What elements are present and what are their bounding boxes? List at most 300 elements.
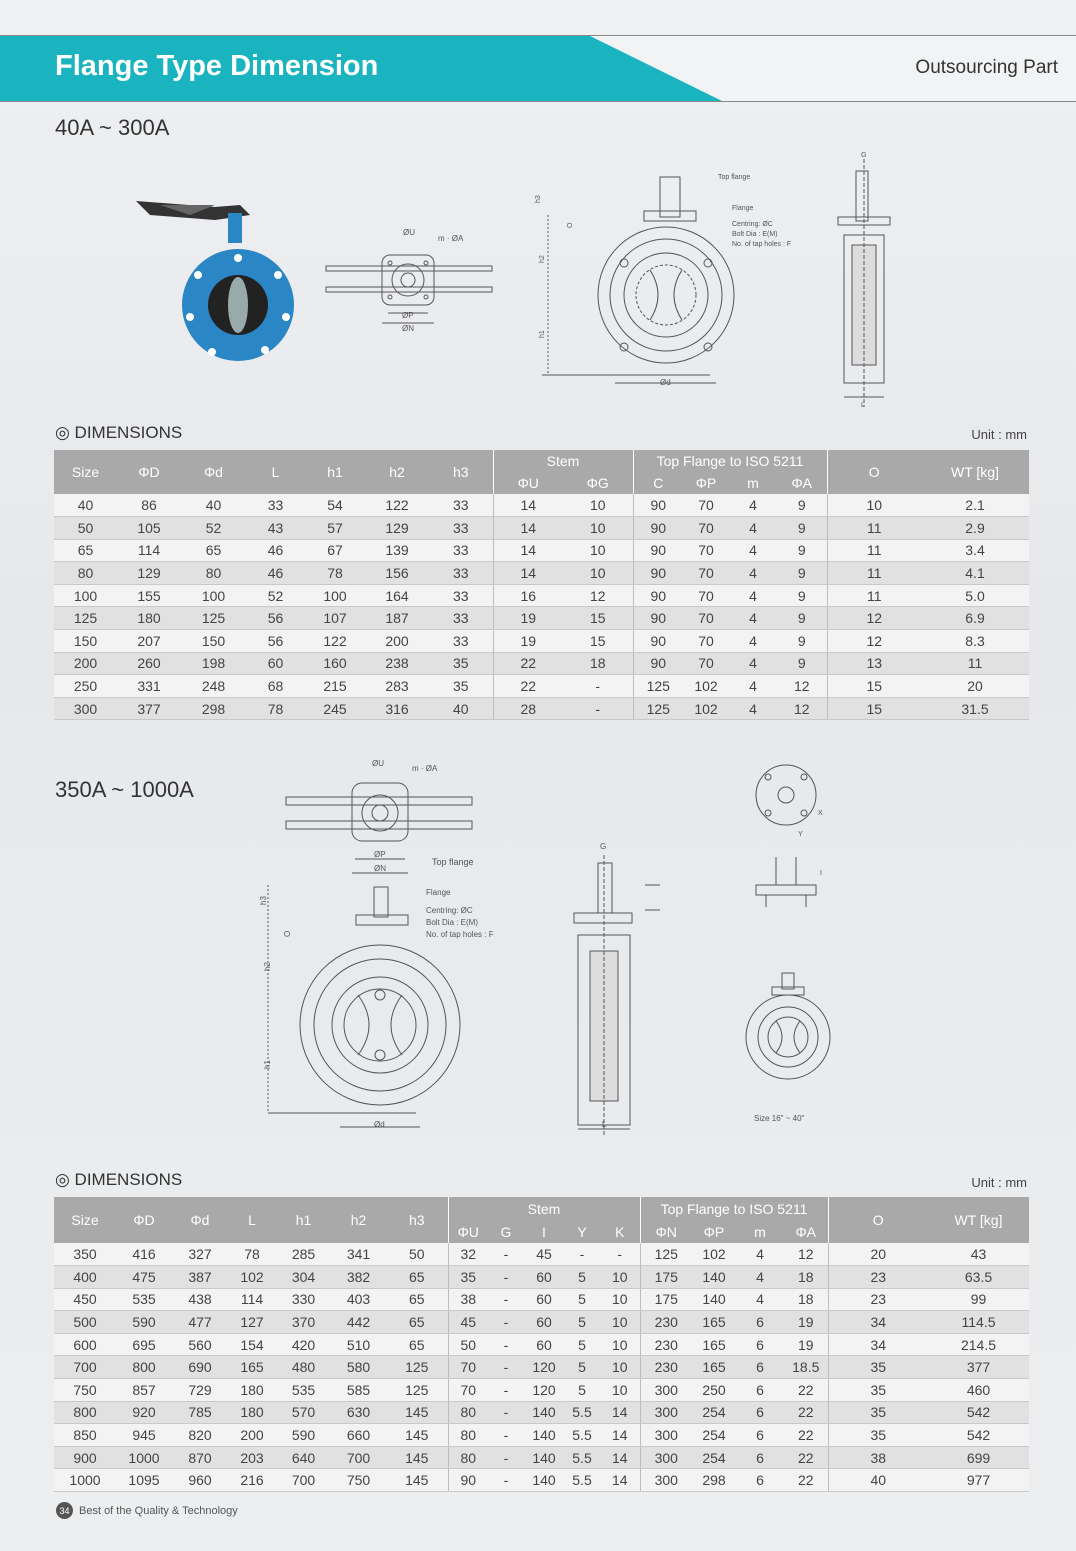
col-h1: h1 — [305, 450, 365, 494]
label-y: Y — [798, 831, 803, 838]
table-cell: 38 — [448, 1288, 488, 1311]
table-cell: 28 — [493, 697, 563, 720]
label-i: I — [820, 870, 822, 877]
table-cell: 140 — [524, 1446, 564, 1469]
table-cell: 300 — [640, 1379, 692, 1402]
label-l-large: L — [602, 1120, 607, 1129]
table-cell: 12 — [563, 584, 633, 607]
table-cell: 9 — [777, 652, 827, 675]
table-cell: 90 — [633, 539, 683, 562]
table-row — [54, 1288, 1029, 1311]
col-c: C — [633, 472, 683, 494]
table-row — [54, 1401, 1029, 1424]
table-cell: 420 — [276, 1333, 331, 1356]
table-cell: 250 — [692, 1379, 736, 1402]
table-cell: 125 — [386, 1379, 448, 1402]
label-bolt-large: Bolt Dia : E(M) — [426, 918, 479, 927]
table-cell: 145 — [386, 1424, 448, 1447]
table-cell: 254 — [692, 1446, 736, 1469]
label-g-large: G — [600, 842, 607, 851]
table-cell: 690 — [172, 1356, 228, 1379]
side-view-drawing-large — [574, 855, 660, 1135]
table-cell: 6 — [736, 1446, 784, 1469]
table-cell: 140 — [524, 1469, 564, 1492]
table-cell: 145 — [386, 1446, 448, 1469]
table-cell: 4 — [736, 1288, 784, 1311]
table-cell: 180 — [228, 1379, 276, 1402]
label-tap-small: No. of tap holes : F — [732, 241, 792, 248]
table-cell: 238 — [365, 652, 429, 675]
table-cell: 5.5 — [564, 1446, 600, 1469]
table-cell: 43 — [928, 1243, 1029, 1266]
col2-h1: h1 — [276, 1197, 331, 1243]
table-cell: 900 — [54, 1446, 116, 1469]
table-cell: 4 — [729, 539, 777, 562]
table-cell: 590 — [116, 1311, 172, 1334]
table-cell: 65 — [386, 1311, 448, 1334]
table-cell: 14 — [493, 539, 563, 562]
label-tap-large: No. of tap holes : F — [426, 930, 494, 939]
table-cell: 60 — [524, 1288, 564, 1311]
table-cell: 180 — [228, 1401, 276, 1424]
table-cell: 165 — [692, 1311, 736, 1334]
table-cell: 331 — [117, 675, 181, 698]
table-cell: 114.5 — [928, 1311, 1029, 1334]
table-cell: 86 — [117, 494, 181, 517]
table-cell: 510 — [331, 1333, 386, 1356]
table-cell: 154 — [228, 1333, 276, 1356]
table-cell: 22 — [784, 1379, 828, 1402]
table-cell: 15 — [827, 675, 921, 698]
col-u: ΦU — [493, 472, 563, 494]
table-cell: 22 — [784, 1469, 828, 1492]
table-cell: 12 — [827, 607, 921, 630]
table-cell: 630 — [331, 1401, 386, 1424]
table-cell: 2.9 — [921, 517, 1029, 540]
label-ma-large: m · ØA — [412, 764, 438, 773]
table-cell: 700 — [331, 1446, 386, 1469]
table-cell: 542 — [928, 1401, 1029, 1424]
table-cell: 9 — [777, 584, 827, 607]
table-cell: - — [488, 1311, 524, 1334]
group-stem: Stem — [493, 450, 633, 472]
table-cell: 16 — [493, 584, 563, 607]
table-cell: 68 — [246, 675, 305, 698]
table-cell: 22 — [784, 1446, 828, 1469]
table-cell: 23 — [828, 1266, 928, 1289]
section2-dimensions-label: ◎ DIMENSIONS — [55, 1170, 183, 1189]
label-centring-large: Centring: ØC — [426, 906, 473, 915]
col2-u: ΦU — [448, 1220, 488, 1243]
table-row — [54, 675, 1029, 698]
label-p-large: ØP — [374, 850, 386, 859]
table-cell: 70 — [683, 584, 729, 607]
table-cell: 60 — [524, 1311, 564, 1334]
table-cell: 60 — [246, 652, 305, 675]
table-cell: 33 — [429, 584, 493, 607]
table-cell: 6 — [736, 1333, 784, 1356]
table-cell: 140 — [524, 1424, 564, 1447]
table-cell: 35 — [828, 1356, 928, 1379]
table-cell: 52 — [246, 584, 305, 607]
table-cell: 480 — [276, 1356, 331, 1379]
table-cell: 4 — [729, 697, 777, 720]
table-cell: 9 — [777, 607, 827, 630]
col2-p: ΦP — [692, 1220, 736, 1243]
table-cell: 70 — [683, 494, 729, 517]
section1-unit: Unit : mm — [971, 427, 1027, 442]
label-p-small: ØP — [402, 311, 414, 320]
table-cell: 125 — [181, 607, 246, 630]
table-cell: 99 — [928, 1288, 1029, 1311]
table-cell: 78 — [228, 1243, 276, 1266]
table-cell: 34 — [828, 1311, 928, 1334]
label-u-large: ØU — [372, 759, 384, 768]
table-cell: 45 — [448, 1311, 488, 1334]
table-cell: 19 — [784, 1311, 828, 1334]
table-cell: 300 — [54, 697, 117, 720]
table-cell: 245 — [305, 697, 365, 720]
table-cell: 857 — [116, 1379, 172, 1402]
label-h3-large: h3 — [259, 896, 268, 905]
table-cell: 40 — [54, 494, 117, 517]
table-cell: 14 — [493, 517, 563, 540]
table-cell: 35 — [448, 1266, 488, 1289]
table-cell: 15 — [563, 607, 633, 630]
table-cell: 12 — [777, 697, 827, 720]
label-top-flange-small: Top flange — [718, 174, 751, 181]
label-d-small: Ød — [660, 378, 671, 387]
table-row — [54, 1333, 1029, 1356]
table-cell: 12 — [827, 630, 921, 653]
table-cell: 11 — [827, 584, 921, 607]
table-cell: 216 — [228, 1469, 276, 1492]
table-cell: 35 — [429, 652, 493, 675]
table-cell: 65 — [386, 1333, 448, 1356]
col2-od: ΦD — [116, 1197, 172, 1243]
table-cell: 1000 — [116, 1446, 172, 1469]
table-cell: 187 — [365, 607, 429, 630]
table-cell: 70 — [683, 630, 729, 653]
table-cell: 4 — [736, 1243, 784, 1266]
label-o-small: O — [567, 222, 574, 228]
table-cell: 60 — [524, 1333, 564, 1356]
table-cell: 70 — [683, 562, 729, 585]
table-cell: 4 — [729, 562, 777, 585]
table-cell: 5 — [564, 1356, 600, 1379]
table-cell: 129 — [117, 562, 181, 585]
table-cell: 316 — [365, 697, 429, 720]
table-cell: 5.5 — [564, 1424, 600, 1447]
label-x: X — [818, 810, 823, 817]
table-cell: 500 — [54, 1311, 116, 1334]
label-h2-large: h2 — [263, 962, 272, 971]
table-cell: 12 — [784, 1243, 828, 1266]
col2-a: ΦA — [784, 1220, 828, 1243]
table-cell: - — [488, 1266, 524, 1289]
col2-y: Y — [564, 1220, 600, 1243]
col-g: ΦG — [563, 472, 633, 494]
col-od: ΦD — [117, 450, 181, 494]
table-cell: 215 — [305, 675, 365, 698]
table-cell: 341 — [331, 1243, 386, 1266]
table-cell: 63.5 — [928, 1266, 1029, 1289]
col2-i: I — [524, 1220, 564, 1243]
table-cell: 60 — [524, 1266, 564, 1289]
table-cell: 214.5 — [928, 1333, 1029, 1356]
label-bolt-small: Bolt Dia : E(M) — [732, 231, 778, 238]
table-cell: 15 — [827, 697, 921, 720]
group2-top-flange: Top Flange to ISO 5211 — [640, 1197, 828, 1220]
table-cell: 102 — [683, 697, 729, 720]
table-cell: 10 — [600, 1356, 640, 1379]
table-cell: 100 — [181, 584, 246, 607]
table-row — [54, 494, 1029, 517]
table-cell: 102 — [683, 675, 729, 698]
col-h3: h3 — [429, 450, 493, 494]
label-u-small: ØU — [403, 228, 415, 237]
table-cell: 33 — [246, 494, 305, 517]
table-cell: 477 — [172, 1311, 228, 1334]
table-cell: 300 — [640, 1469, 692, 1492]
table-cell: 105 — [117, 517, 181, 540]
footer-text: Best of the Quality & Technology — [79, 1504, 238, 1517]
table-cell: - — [488, 1356, 524, 1379]
section2-unit: Unit : mm — [971, 1175, 1027, 1190]
table-cell: 139 — [365, 539, 429, 562]
table-cell: 10 — [563, 539, 633, 562]
table-cell: 5 — [564, 1311, 600, 1334]
col2-m: m — [736, 1220, 784, 1243]
table-cell: 785 — [172, 1401, 228, 1424]
table-cell: 40 — [429, 697, 493, 720]
table-cell: 45 — [524, 1243, 564, 1266]
table-row — [54, 562, 1029, 585]
table-cell: 4 — [729, 652, 777, 675]
table-cell: 300 — [640, 1446, 692, 1469]
table-cell: 125 — [633, 675, 683, 698]
table-cell: 22 — [784, 1424, 828, 1447]
table-cell: 35 — [429, 675, 493, 698]
col-wt: WT [kg] — [921, 450, 1029, 494]
col2-wt: WT [kg] — [928, 1197, 1029, 1243]
table-cell: 65 — [54, 539, 117, 562]
table-row — [54, 1266, 1029, 1289]
table-cell: 18.5 — [784, 1356, 828, 1379]
table-cell: 6 — [736, 1401, 784, 1424]
label-l-small: L — [861, 402, 865, 409]
table-cell: 18 — [563, 652, 633, 675]
table-cell: 33 — [429, 494, 493, 517]
table-row — [54, 652, 1029, 675]
table-cell: 230 — [640, 1311, 692, 1334]
table-cell: 11 — [827, 562, 921, 585]
table-cell: 80 — [448, 1424, 488, 1447]
table-cell: 977 — [928, 1469, 1029, 1492]
table-cell: 165 — [228, 1356, 276, 1379]
table-row — [54, 1424, 1029, 1447]
table-cell: 330 — [276, 1288, 331, 1311]
table-cell: 4 — [729, 517, 777, 540]
table-cell: 750 — [54, 1379, 116, 1402]
table-cell: 90 — [633, 652, 683, 675]
table-cell: 129 — [365, 517, 429, 540]
table-cell: 327 — [172, 1243, 228, 1266]
section1-title: 40A ~ 300A — [55, 115, 170, 140]
table-cell: 43 — [246, 517, 305, 540]
table-cell: 870 — [172, 1446, 228, 1469]
label-g-small: G — [861, 152, 867, 159]
table-row — [54, 1446, 1029, 1469]
col-size: Size — [54, 450, 117, 494]
table-cell: 304 — [276, 1266, 331, 1289]
table-cell: 120 — [524, 1379, 564, 1402]
table-cell: 9 — [777, 517, 827, 540]
table-cell: 65 — [386, 1266, 448, 1289]
label-flange-small: Flange — [732, 205, 754, 212]
table-cell: 10 — [600, 1333, 640, 1356]
table-cell: 90 — [448, 1469, 488, 1492]
table-cell: - — [488, 1424, 524, 1447]
table-cell: 960 — [172, 1469, 228, 1492]
table-cell: 4 — [729, 494, 777, 517]
table-cell: 46 — [246, 562, 305, 585]
table-cell: 33 — [429, 539, 493, 562]
table-cell: 80 — [181, 562, 246, 585]
table-cell: 145 — [386, 1469, 448, 1492]
col-h2: h2 — [365, 450, 429, 494]
col-l: L — [246, 450, 305, 494]
table-cell: 125 — [640, 1243, 692, 1266]
table-cell: 729 — [172, 1379, 228, 1402]
table-cell: - — [563, 675, 633, 698]
table-cell: 5.0 — [921, 584, 1029, 607]
table-cell: 100 — [54, 584, 117, 607]
table-cell: - — [488, 1469, 524, 1492]
section1-drawings — [120, 145, 920, 415]
table-cell: 145 — [386, 1401, 448, 1424]
col-id: Φd — [181, 450, 246, 494]
table-cell: 300 — [640, 1401, 692, 1424]
table-cell: 248 — [181, 675, 246, 698]
table-cell: 300 — [640, 1424, 692, 1447]
table-cell: 438 — [172, 1288, 228, 1311]
table-cell: 600 — [54, 1333, 116, 1356]
table-cell: 14 — [600, 1469, 640, 1492]
table-cell: 585 — [331, 1379, 386, 1402]
section2-title: 350A ~ 1000A — [55, 777, 194, 802]
table-row — [54, 517, 1029, 540]
col2-o: O — [828, 1197, 928, 1243]
col2-h3: h3 — [386, 1197, 448, 1243]
table-cell: 125 — [54, 607, 117, 630]
table-cell: 640 — [276, 1446, 331, 1469]
table-cell: 140 — [692, 1288, 736, 1311]
table-cell: 18 — [784, 1266, 828, 1289]
table-cell: - — [488, 1243, 524, 1266]
table-cell: 180 — [117, 607, 181, 630]
table-cell: 8.3 — [921, 630, 1029, 653]
label-h2-small: h2 — [539, 255, 546, 263]
table-cell: 22 — [493, 675, 563, 698]
table-cell: 175 — [640, 1288, 692, 1311]
table-cell: 57 — [305, 517, 365, 540]
col2-l: L — [228, 1197, 276, 1243]
table-cell: 400 — [54, 1266, 116, 1289]
table-cell: 750 — [331, 1469, 386, 1492]
table-cell: 20 — [828, 1243, 928, 1266]
table-cell: 9 — [777, 494, 827, 517]
table-cell: 54 — [305, 494, 365, 517]
table-cell: 590 — [276, 1424, 331, 1447]
table-cell: 377 — [117, 697, 181, 720]
col2-size: Size — [54, 1197, 116, 1243]
table-cell: 10 — [600, 1379, 640, 1402]
col2-g: G — [488, 1220, 524, 1243]
table-cell: 11 — [921, 652, 1029, 675]
table-cell: 33 — [429, 517, 493, 540]
col-o: O — [827, 450, 921, 494]
table-cell: 13 — [827, 652, 921, 675]
label-ma-small: m · ØA — [438, 234, 464, 243]
page-footer — [56, 1502, 238, 1519]
table-cell: 230 — [640, 1356, 692, 1379]
table-cell: 78 — [246, 697, 305, 720]
table-cell: 4 — [729, 607, 777, 630]
group2-stem: Stem — [448, 1197, 640, 1220]
table-cell: - — [488, 1288, 524, 1311]
table-cell: 107 — [305, 607, 365, 630]
col2-n: ΦN — [640, 1220, 692, 1243]
col2-k: K — [600, 1220, 640, 1243]
table-cell: 22 — [784, 1401, 828, 1424]
table-cell: 100 — [305, 584, 365, 607]
table-cell: 9 — [777, 630, 827, 653]
table-cell: 156 — [365, 562, 429, 585]
table-cell: 699 — [928, 1446, 1029, 1469]
table-cell: 18 — [784, 1288, 828, 1311]
table-cell: 580 — [331, 1356, 386, 1379]
table-cell: 542 — [928, 1424, 1029, 1447]
table-cell: 50 — [386, 1243, 448, 1266]
table-cell: 140 — [692, 1266, 736, 1289]
table-cell: 34 — [828, 1333, 928, 1356]
table-cell: 382 — [331, 1266, 386, 1289]
table-cell: 40 — [828, 1469, 928, 1492]
table-cell: 6 — [736, 1424, 784, 1447]
table-cell: 90 — [633, 584, 683, 607]
table-row — [54, 630, 1029, 653]
label-h3-small: h3 — [535, 195, 542, 203]
table-cell: 15 — [563, 630, 633, 653]
table-cell: 50 — [54, 517, 117, 540]
table-cell: 19 — [784, 1333, 828, 1356]
table-cell: - — [488, 1446, 524, 1469]
table-cell: 102 — [228, 1266, 276, 1289]
label-top-flange-large: Top flange — [432, 857, 474, 867]
table-cell: 14 — [600, 1424, 640, 1447]
table-cell: 38 — [828, 1446, 928, 1469]
table-cell: 11 — [827, 517, 921, 540]
table-cell: 90 — [633, 494, 683, 517]
table-cell: 560 — [172, 1333, 228, 1356]
table-cell: 114 — [117, 539, 181, 562]
table-cell: 14 — [600, 1446, 640, 1469]
table-cell: 5 — [564, 1379, 600, 1402]
table-row — [54, 584, 1029, 607]
table-cell: 9 — [777, 562, 827, 585]
table-cell: 56 — [246, 630, 305, 653]
